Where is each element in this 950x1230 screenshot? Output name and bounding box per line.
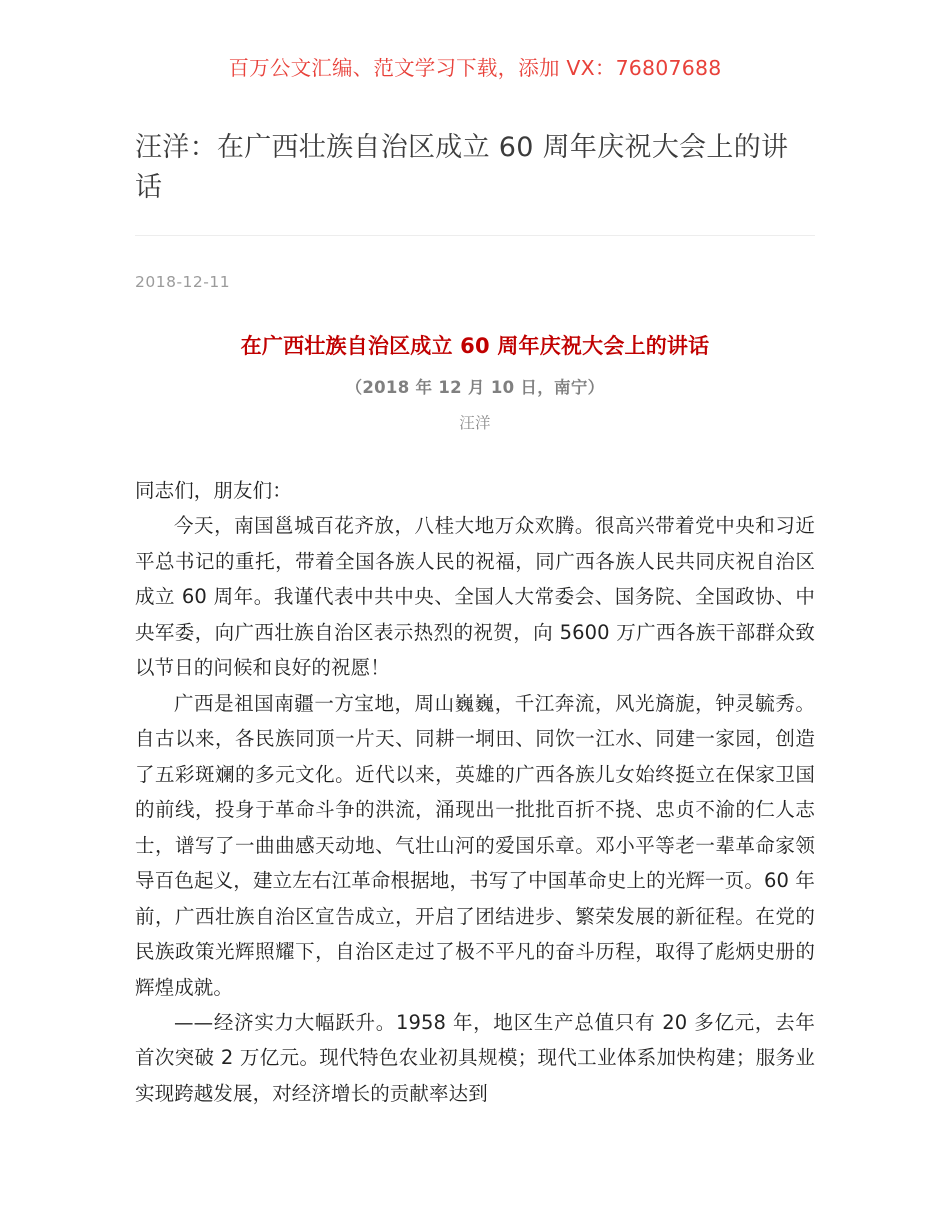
header-divider xyxy=(135,235,815,236)
document-subtitle: （2018 年 12 月 10 日，南宁） xyxy=(345,377,605,397)
paragraph-salutation: 同志们，朋友们： xyxy=(135,478,292,502)
publish-date: 2018-12-11 xyxy=(135,272,231,291)
paragraph-1: 今天，南国邕城百花齐放，八桂大地万众欢腾。很高兴带着党中央和习近平总书记的重托，带着全国各族人民的祝福，同广西各族人民共同庆祝自治区成立 60 周年。我谨代表中共中央、全国人大常委会、国务院、全国政协、中央军委，向广西壮族自治区表示热烈的祝贺，向 5600 万广西各族干部群众致以节日的问候和良好的祝愿！ xyxy=(135,514,815,680)
promo-banner: 百万公文汇编、范文学习下载，添加 VX：76807688 xyxy=(228,56,722,80)
article-header xyxy=(135,82,815,294)
document-body xyxy=(135,473,815,1112)
document-heading: 在广西壮族自治区成立 60 周年庆祝大会上的讲话 xyxy=(240,334,710,359)
paragraph-3: ——经济实力大幅跃升。1958 年，地区生产总值只有 20 多亿元，去年首次突破 2 万亿元。现代特色农业初具规模；现代工业体系加快构建；服务业实现跨越发展，对经济增长的贡献率达到 xyxy=(135,1011,815,1105)
document-content xyxy=(135,293,815,1111)
page-title: 汪洋：在广西壮族自治区成立 60 周年庆祝大会上的讲话 xyxy=(135,131,789,203)
document-author: 汪洋 xyxy=(459,414,491,433)
paragraph-2: 广西是祖国南疆一方宝地，周山巍巍，千江奔流，风光旖旎，钟灵毓秀。自古以来，各民族同顶一片天、同耕一垌田、同饮一江水、同建一家园，创造了五彩斑斓的多元文化。近代以来，英雄的广西各族儿女始终挺立在保家卫国的前线，投身于革命斗争的洪流，涌现出一批批百折不挠、忠贞不渝的仁人志士，谱写了一曲曲感天动地、气壮山河的爱国乐章。邓小平等老一辈革命家领导百色起义，建立左右江革命根据地，书写了中国革命史上的光辉一页。60 年前，广西壮族自治区宣告成立，开启了团结进步、繁荣发展的新征程。在党的民族政策光辉照耀下，自治区走过了极不平凡的奋斗历程，取得了彪炳史册的辉煌成就。 xyxy=(135,691,815,999)
